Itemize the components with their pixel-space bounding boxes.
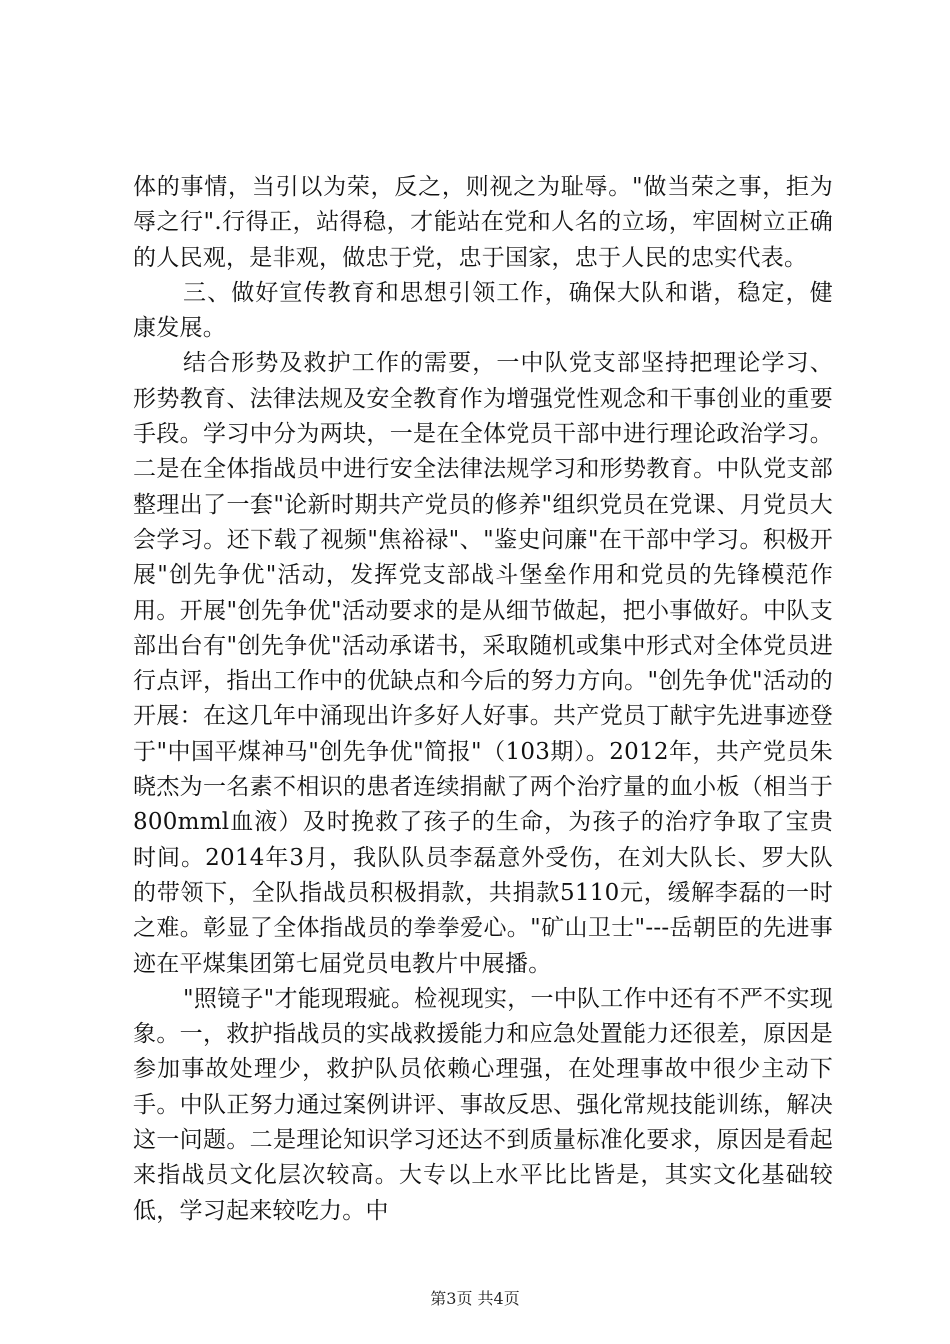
paragraph-self-review: "照镜子"才能现瑕疵。检视现实，一中队工作中还有不严不实现象。一，救护指战员的实战救援能力和应急处置能力还很差，原因是参加事故处理少，救护队员依赖心理强，在处理事故中很少主动下手。中队正努力通过案例讲评、事故反思、强化常规技能训练，解决这一问题。二是理论知识学习还达不到质量标准化要求，原因是看起来指战员文化层次较高。大专以上水平比比皆是，其实文化基础较低，学习起来较吃力。中 [133,985,833,1224]
document-body [133,170,833,1229]
paragraph-education-work: 结合形势及救护工作的需要，一中队党支部坚持把理论学习、形势教育、法律法规及安全教育作为增强党性观念和干事创业的重要手段。学习中分为两块，一是在全体党员干部中进行理论政治学习。二是在全体指战员中进行安全法律法规学习和形势教育。中队党支部整理出了一套"论新时期共产党员的修养"组织党员在党课、月党员大会学习。还下载了视频"焦裕禄"、"鉴史问廉"在干部中学习。积极开展"创先争优"活动，发挥党支部战斗堡垒作用和党员的先锋模范作用。开展"创先争优"活动要求的是从细节做起，把小事做好。中队支部出台有"创先争优"活动承诺书，采取随机或集中形式对全体党员进行点评，指出工作中的优缺点和今后的努力方向。"创先争优"活动的开展：在这几年中涌现出许多好人好事。共产党员丁献宇先进事迹登于"中国平煤神马"创先争优"简报"（103期）。2012年，共产党员朱晓杰为一名素不相识的患者连续捐献了两个治疗量的血小板（相当于800mml血液）及时挽救了孩子的生命，为孩子的治疗争取了宝贵时间。2014年3月，我队队员李磊意外受伤，在刘大队长、罗大队的带领下，全队指战员积极捐款，共捐款5110元，缓解李磊的一时之难。彰显了全体指战员的拳拳爱心。"矿山卫士"---岳朝臣的先进事迹在平煤集团第七届党员电教片中展播。 [133,350,833,977]
section-heading-three: 三、做好宣传教育和思想引领工作，确保大队和谐，稳定，健康发展。 [133,279,833,342]
page-number-footer: 第3页 共4页 [430,1289,520,1308]
paragraph-continuation: 体的事情，当引以为荣，反之，则视之为耻辱。"做当荣之事，拒为辱之行".行得正，站得稳，才能站在党和人名的立场，牢固树立正确的人民观，是非观，做忠于党，忠于国家，忠于人民的忠实代表。 [133,174,833,271]
